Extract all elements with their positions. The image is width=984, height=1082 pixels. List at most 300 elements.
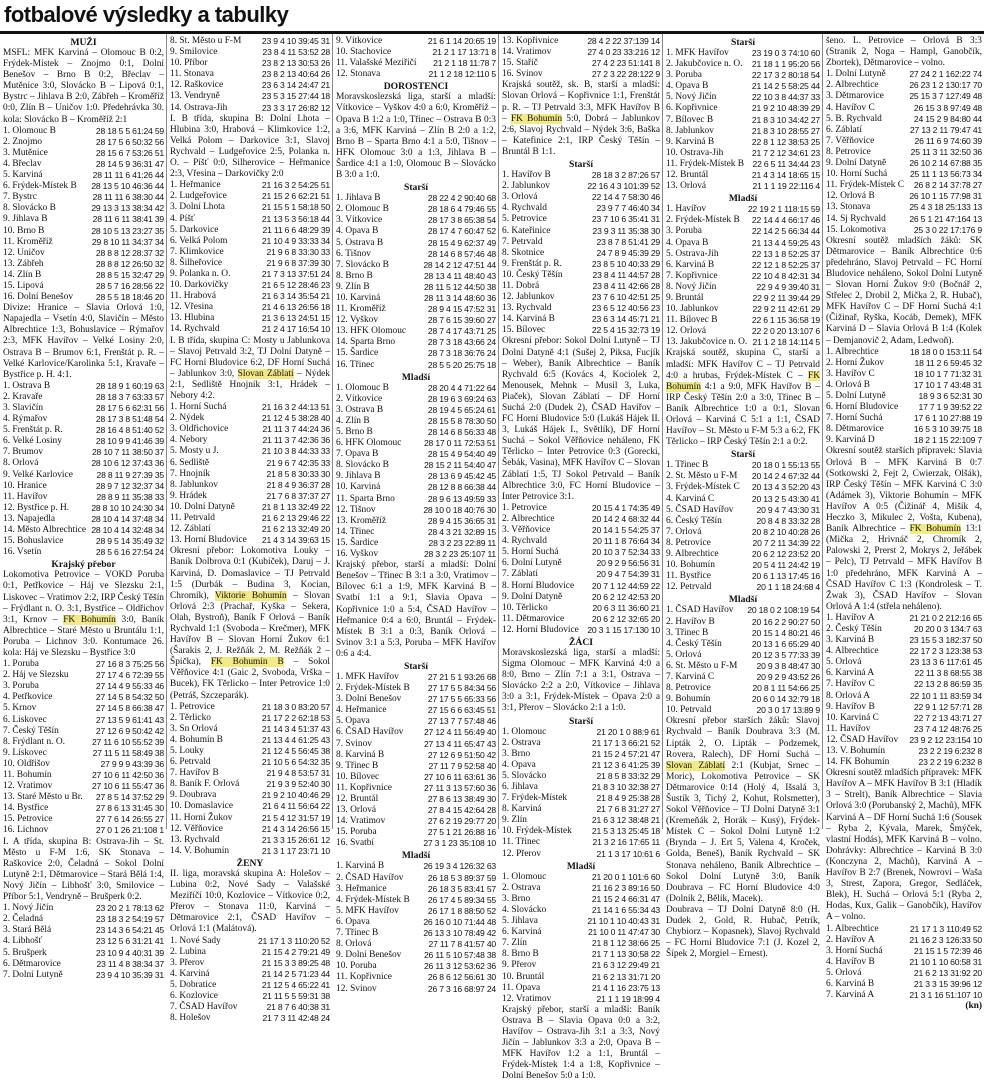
table-row xyxy=(3,436,164,447)
table-row xyxy=(502,592,660,603)
op-dorost-table xyxy=(502,503,660,636)
team-name: 15. Bohuslavice xyxy=(3,536,64,547)
team-name: 5. Mosty u J. xyxy=(170,446,219,457)
table-row xyxy=(666,471,820,482)
team-name: 13. Staré Město u Br. xyxy=(3,792,83,803)
team-name: 1. MFK Havířov xyxy=(666,48,729,58)
table-row xyxy=(336,972,496,983)
team-name: 12. Věřňovice xyxy=(170,823,223,834)
team-stats: 26 8 2 14 37:78 27 xyxy=(913,180,982,191)
team-stats: 22 11 3 8 68:55 38 xyxy=(914,668,982,679)
team-name: 7. Český Těšín xyxy=(3,725,59,736)
team-name: 11. Sparta Brno xyxy=(336,493,395,504)
team-stats: 25 11 3 11 32:50 36 xyxy=(910,146,982,157)
table-row xyxy=(170,247,330,258)
team-name: 1. Ostrava B xyxy=(3,380,51,391)
team-name: 1. MFK Havířov xyxy=(336,671,399,682)
team-stats: 26 11 5 10 57:48 38 xyxy=(423,950,496,961)
table-row xyxy=(666,337,820,348)
table-row xyxy=(336,928,496,939)
team-stats: 18 18 0 0 153:11 54 xyxy=(909,346,982,357)
team-stats: 28 10 7 11 38:50 37 xyxy=(91,447,164,458)
table-row xyxy=(3,392,164,403)
table-row xyxy=(826,757,982,768)
table-row xyxy=(336,683,496,694)
team-stats: 27 12 6 9 50:42 42 xyxy=(95,725,164,736)
team-stats: 16 5 3 10 39:75 18 xyxy=(913,424,982,435)
team-stats: 21 18 3 0 83:20 57 xyxy=(261,701,330,712)
team-name: 6. Sedliště xyxy=(170,457,210,468)
team-stats: 21 12 4 5 38:28 40 xyxy=(261,413,330,424)
table-row xyxy=(666,582,820,593)
table-row xyxy=(666,571,820,582)
table-row xyxy=(336,794,496,805)
column-2 xyxy=(166,34,332,1024)
team-stats: 22 19 2 1 118:15 59 xyxy=(747,204,820,215)
team-name: 16. Vyškov xyxy=(336,549,379,560)
team-stats: 21 8 3 10 32:38 27 xyxy=(591,782,660,792)
team-name: 14. Rychvald xyxy=(170,324,220,335)
table-row xyxy=(336,672,496,683)
table-row xyxy=(3,659,164,670)
team-stats: 21 13 4 4 61:25 43 xyxy=(261,734,330,745)
table-row xyxy=(336,226,496,237)
team-stats: 21 20 1 0 88:9 61 xyxy=(596,726,660,737)
team-name: 8. Šilheřovice xyxy=(170,257,223,268)
team-name: 7. Záblatí xyxy=(502,569,538,580)
team-stats: 21 8 4 9 25:38 28 xyxy=(596,793,660,804)
team-stats: 21 8 3 10 28:55 27 xyxy=(751,125,820,136)
team-stats: 21 10 5 6 54:32 35 xyxy=(261,757,330,768)
table-row xyxy=(336,405,496,416)
team-stats: 27 3 1 23 35:108 10 xyxy=(423,838,496,849)
team-stats: 23 9 4 10 39:45 31 xyxy=(261,36,330,46)
team-name: 6. Tišnov xyxy=(336,248,371,259)
team-name: 1. Olomouc xyxy=(502,726,547,737)
table-row xyxy=(826,724,982,735)
table-row xyxy=(502,270,660,281)
team-stats: 21 6 5 12 28:46 23 xyxy=(261,280,330,291)
subheading-starsi: Starší xyxy=(569,159,593,171)
team-stats: 21 6 3 14 35:54 21 xyxy=(261,291,330,302)
table-row xyxy=(3,181,164,192)
team-stats: 22 9 4 9 39:40 31 xyxy=(756,281,820,292)
team-stats: 27 17 5 5 84:34 56 xyxy=(427,683,496,694)
team-name: 5. Dobratice xyxy=(170,979,217,990)
op-starsi-zaci-table xyxy=(826,69,982,235)
team-stats: 21 10 4 9 33:33 34 xyxy=(261,235,330,246)
subheading-starsi: Starší xyxy=(569,715,593,727)
team-stats: 28 22 4 2 90:40 68 xyxy=(427,193,496,204)
team-name: 3. Stará Bělá xyxy=(3,925,52,936)
team-stats: 22 8 1 12 38:53 25 xyxy=(751,136,820,147)
table-row xyxy=(170,258,330,269)
team-stats: 21 3 1 17 23:71 10 xyxy=(261,845,330,856)
team-stats: 17 10 1 7 43:48 31 xyxy=(913,379,982,390)
team-stats: 27 15 6 6 63:45 51 xyxy=(427,705,496,716)
team-stats: 27 13 7 7 57:48 46 xyxy=(427,716,496,727)
team-name: 4. Nebory xyxy=(170,435,208,446)
table-row xyxy=(666,661,820,672)
team-name: 10. Dolní Datyně xyxy=(170,501,235,512)
table-row xyxy=(170,824,330,835)
team-stats: 26 15 3 8 97:49 48 xyxy=(913,102,982,113)
team-stats: 22 17 3 2 80:18 54 xyxy=(751,70,820,81)
team-stats: 27 11 6 10 55:52 39 xyxy=(91,736,164,747)
table-row xyxy=(3,814,164,825)
team-name: 11. Frýdek-Místek C xyxy=(826,180,905,191)
table-row xyxy=(336,304,496,315)
team-name: 2. Ostrava xyxy=(502,737,541,748)
team-stats: 23 9 2 12 23:154 10 xyxy=(909,734,982,745)
team-stats: 28 17 3 8 65:38 54 xyxy=(427,215,496,226)
table-row xyxy=(502,849,660,860)
table-row xyxy=(826,80,982,91)
highlight-zablati: Slovan Záblatí xyxy=(237,368,294,379)
team-stats: 26 16 0 10 71:44 48 xyxy=(423,916,496,927)
team-name: 6. Dětmarovice xyxy=(3,958,61,969)
team-name: 9. Přerov xyxy=(502,960,537,971)
team-stats: 22 17 2 3 123:38 53 xyxy=(909,646,982,657)
text-part: Lokomotiva Petrovice – VOKD Poruba 0:1, Petřkovice – Háj ve Slezsku 2:1, Liskovec – Vratimov 2:2, IRP Český Těšín – Frýdlant n. O. 3:1, Bystřice – Oldřichov 3:1, Krnov – xyxy=(3,570,164,625)
text-part: I. B třída, skupina C: Mosty u Jablunkova – Slavoj Petrvald 3:2, TJ Dolní Datyně – FC Horní Bludovice 6:2, DF Horní Suchá – Jablunkov 3:0, xyxy=(170,335,330,379)
team-name: 3. Poruba xyxy=(666,226,702,237)
team-name: 16. Třinec xyxy=(336,359,375,370)
team-stats: 21 4 3 14 39:63 15 xyxy=(261,535,330,546)
team-name: 10. Hranice xyxy=(3,480,47,491)
team-name: 4. Rýmařov xyxy=(3,414,48,425)
team-stats: 23 2 2 19 6:232 8 xyxy=(918,757,982,768)
table-row xyxy=(502,214,660,225)
os-starsi-pripravky-results xyxy=(826,446,982,612)
team-name: 4. Heřmanice xyxy=(336,705,387,716)
team-stats: 23 5 3 15 27:44 18 xyxy=(261,91,330,102)
table-row xyxy=(666,482,820,493)
table-row xyxy=(3,925,164,936)
team-stats: 21 4 3 14 18:65 15 xyxy=(751,170,820,181)
table-row xyxy=(170,524,330,535)
table-row xyxy=(336,47,496,58)
table-row xyxy=(502,916,660,927)
team-name: 5. ČSAD Havířov xyxy=(666,504,734,515)
team-name: 6. Velké Losiny xyxy=(3,436,62,447)
table-row xyxy=(336,438,496,449)
team-stats: 21 1 1 19 22:116 4 xyxy=(752,181,820,192)
subheading-mladsi: Mladší xyxy=(401,371,431,383)
team-stats: 23 18 3 2 54:19 57 xyxy=(95,914,164,925)
team-name: 2. Čeladná xyxy=(3,914,44,925)
table-row xyxy=(826,369,982,380)
team-name: 6. Frýdek-Místek B xyxy=(3,181,77,192)
team-name: 11. Frýdek-Místek B xyxy=(666,158,745,169)
team-stats: 21 8 1 13 32:49 22 xyxy=(261,501,330,512)
team-name: 4. Břeclav xyxy=(3,158,42,169)
table-row xyxy=(336,939,496,950)
team-stats: 26 23 1 2 130:17 70 xyxy=(909,80,982,91)
team-stats: 28 10 4 14 32:48 34 xyxy=(91,525,164,536)
table-row xyxy=(502,248,660,259)
team-name: 5. Karviná xyxy=(3,170,43,181)
table-row xyxy=(502,972,660,983)
team-stats: 21 6 2 13 31:92 20 xyxy=(913,967,982,978)
team-stats: 21 6 2 13 31:71 20 xyxy=(591,971,660,982)
team-stats: 21 12 3 6 41:25 39 xyxy=(591,759,660,770)
team-name: 5. Brno B xyxy=(336,427,373,437)
team-stats: 27 12 6 9 51:50 42 xyxy=(427,749,496,760)
table-row xyxy=(170,491,330,502)
team-name: 12. Jablunkov xyxy=(502,292,555,303)
team-stats: 28 10 6 12 37:43 36 xyxy=(91,458,164,469)
table-row xyxy=(502,938,660,949)
table-row xyxy=(170,236,330,247)
team-stats: 21 7 3 13 37:51 24 xyxy=(261,268,330,279)
team-name: 3. Přerov xyxy=(170,957,205,968)
team-name: 9. Zlín B xyxy=(336,281,370,292)
team-name: 1. Olomouc B xyxy=(336,382,389,393)
team-name: 11. Kopřivnice xyxy=(336,782,392,793)
table-row xyxy=(666,81,820,92)
table-row xyxy=(826,169,982,180)
team-stats: 18 9 3 6 52:31 30 xyxy=(918,391,982,401)
team-name: 2. Albrechtice xyxy=(502,513,555,524)
table-row xyxy=(170,225,330,236)
team-name: 9. Zlín xyxy=(502,815,527,826)
team-name: 13. Orlová xyxy=(336,805,377,816)
team-name: 4. Havířov C xyxy=(826,102,875,113)
table-row xyxy=(336,215,496,226)
column-3 xyxy=(332,34,498,994)
table-row xyxy=(826,347,982,358)
table-row xyxy=(336,527,496,538)
team-stats: 21 6 4 11 56:64 22 xyxy=(262,801,330,812)
team-name: 14. Sj Rychvald xyxy=(826,213,886,224)
team-name: 4. Albrechtice xyxy=(826,646,879,657)
team-stats: 20 20 0 3 134:7 63 xyxy=(913,623,982,634)
team-stats: 27 8 6 13 31:45 30 xyxy=(95,803,164,814)
team-stats: 21 14 2 5 58:25 44 xyxy=(751,81,820,92)
team-stats: 23 14 3 6 54:21 45 xyxy=(95,925,164,936)
team-stats: 23 13 3 6 117:61 45 xyxy=(909,657,982,668)
team-stats: 18 10 1 7 71:32 31 xyxy=(913,368,982,379)
table-row xyxy=(170,80,330,91)
table-row xyxy=(502,894,660,905)
team-name: 8. Orlová A xyxy=(826,690,871,701)
table-row xyxy=(3,148,164,159)
team-stats: 28 9 7 12 32:37 34 xyxy=(95,480,164,491)
team-name: 13. Orlová xyxy=(666,181,707,192)
team-stats: 20 6 2 12 32:65 20 xyxy=(591,613,660,624)
team-stats: 21 7 1 13 30:58 22 xyxy=(591,949,660,960)
table-row xyxy=(502,58,660,69)
team-stats: 28 18 9 1 60:19 63 xyxy=(95,380,164,391)
team-name: 1. Albrechtice xyxy=(826,346,879,357)
table-row xyxy=(502,804,660,815)
team-stats: 23 11 4 8 38:34 37 xyxy=(96,958,164,969)
table-row xyxy=(170,702,330,713)
ia-trida-results: I. A třída, skupina B: Ostrava-Jih – St. Město u F-M 1:6, SK Stonava – Raškovice 2:0, Čeladná – Sokol Dolní Lutyně 2:1, Dětmarovice – Stará Bělá 1:4, Nový Jičín – Libhošť 3:0, Smilovice – Příbor 5:1, Vendryně – Brušperk 0:2. xyxy=(3,836,164,903)
team-stats: 28 15 4 9 62:37 49 xyxy=(427,237,496,248)
table-row xyxy=(3,214,164,225)
table-row xyxy=(170,813,330,824)
team-stats: 23 8 7 8 51:41 29 xyxy=(596,236,660,247)
divize-results: Divize: Hranice – Slavia Orlová 1:0, Napajedla – Vsetín 4:0, Slavičín – Město Albrechtice 1:3, Bohuslavice – Rýmařov 2:3, MFK Havířov – Velké Losiny 2:0, Ostrava B – Brumov 6:1, Frenštát p. R. – Velké Karlovice/Karolinka 5:1, Kravaře – Bystřice p. H. 4:1. xyxy=(3,303,164,380)
text-part: 2:1 (Kubjat, Srnec – Moric), Lokomotiva Petrovice – SK Dětmarovice 0:14 (Holý 4, Išsalá 3, Šustík 3, Tichý 2, Kohut, Rolsmetter), Sokol Věřňovice – TJ Dolní Datyně 3:1 (Kremeňák 2, Horák – Kusý), Frýdek-Místek C – Sokol Dolní Lutyně 1:2 (Brynda – J. Ert 5, Valena 4, Kroček, Golda, Beneš), Baník Rychvald – SK Stonava neháleno, Baník Albrechtice – Sokol Dolní Lutyně 3:0, Baník Doubrava – FC Horní Bludovice 4:0 (Dolnik 2, Bělík, Macek). xyxy=(666,760,820,904)
op-dorost-results: Okresní přebor: Sokol Dolní Lutyně – TJ Dolní Datyně 4:1 (Sušej 2, Piksa, Fucjík – Weber), Baník Albrechtice – Baník Rychvald 6:5 (Kovács 4, Kociolek 2, Menousek, Mehnk – Musil 3, Luka, Piaček), Slovan Záblatí – DF Horní Suchá 2:0 (Dudek 2), ČSAD Havířov – FC Horní Bludovice 5:0 (Lukáš Hájek II. 3, Lukáš Hájek I., Světlík), DF Horní Suchá – Sokol Věřňovice neháleno, FK Těrlicko – Inter Petrovice 0:3 (Gorecki, Šebák, Vasina), MFK Havířov C – Slovan Záblatí 1:5, TJ Sokol Petrvald – Baník Albrechtice 3:0, FC Horní Bludovice – Inter Petrovice 3:1. xyxy=(502,336,660,502)
team-stats: 21 9 6 8 37:39 30 xyxy=(266,257,330,268)
text-part: Okresní soutěž starších přípravek: Slavia Orlová B – MFK Karviná B 0:7 (Sotkowski 2, Fejt 2, Cwierzak, Olšák), IRP Český Těšín – MFK Karviná C 3:0 (Adámek 3), Viktorie Bohumín – MFK Havířov A 0:5 (Čižinář 4, Mišík 4, Heczko 3, Mikulec 2, Vošta, Kubena), Baník Albrechtice – xyxy=(826,446,982,535)
table-row xyxy=(502,569,660,580)
text-part: – Nýdek 2:1, Sedliště Hnojník 3:1, Hrádek – Nebory 4:2. xyxy=(170,368,330,401)
team-name: 5. Ostrava-Jih xyxy=(666,248,719,259)
team-name: 9. Jihlava B xyxy=(3,214,48,225)
table-row xyxy=(336,249,496,260)
table-row xyxy=(336,906,496,917)
team-name: 14. Vratimov xyxy=(336,816,386,827)
team-name: 1. Karviná B xyxy=(336,861,385,872)
table-row xyxy=(3,270,164,281)
team-stats: 20 18 0 1 55:13 55 xyxy=(751,460,820,471)
table-row xyxy=(3,481,164,492)
team-name: 6. Kozlovice xyxy=(170,990,218,1001)
team-name: 9. Třinec B xyxy=(336,760,379,771)
table-row xyxy=(666,204,820,215)
team-stats: 27 5 1 21 26:88 16 xyxy=(427,827,496,838)
team-stats: 21 8 4 9 36:37 28 xyxy=(266,479,330,490)
team-name: 11. Horní Žukov xyxy=(170,812,233,823)
okresni-prebor-table xyxy=(170,702,330,857)
team-name: 15. Šardice xyxy=(336,537,379,548)
team-name: 12. Vratimov xyxy=(502,993,552,1004)
team-name: 11. Bílovec B xyxy=(666,315,718,326)
table-row xyxy=(502,170,660,181)
team-name: 3. Třinec B xyxy=(666,627,709,638)
team-stats: 28 4 2 22 37:139 14 xyxy=(587,36,660,46)
table-row xyxy=(666,238,820,249)
team-stats: 23 9 7 7 46:40 34 xyxy=(596,203,660,214)
team-name: 10. Ostrava-Jih xyxy=(666,147,724,158)
team-stats: 23 8 4 11 44:57 28 xyxy=(592,269,660,280)
team-stats: 23 8 4 11 53:52 28 xyxy=(262,47,330,58)
team-name: 9. Hrádek xyxy=(170,490,207,501)
team-name: 3. Mutěnice xyxy=(3,147,48,158)
team-stats: 27 4 0 23 33:216 12 xyxy=(587,47,660,58)
team-stats: 27 8 6 13 38:49 30 xyxy=(427,794,496,804)
table-row xyxy=(502,325,660,336)
table-row xyxy=(170,313,330,324)
team-stats: 21 12 5 4 65:22 41 xyxy=(261,979,330,990)
table-row xyxy=(502,994,660,1005)
team-name: 5. Horní Suchá xyxy=(502,547,559,558)
table-row xyxy=(336,326,496,337)
table-row xyxy=(826,125,982,136)
team-name: 5. Louky xyxy=(170,746,204,756)
team-name: 10. Oldřišov xyxy=(3,758,50,769)
team-stats: 20 18 0 2 108:19 54 xyxy=(747,605,820,616)
team-stats: 20 3 0 17 13:89 9 xyxy=(756,705,820,716)
table-row xyxy=(336,816,496,827)
table-row xyxy=(502,727,660,738)
table-row xyxy=(502,872,660,883)
team-name: 11. Opava xyxy=(502,982,541,993)
team-stats: 23 12 5 6 31:21 41 xyxy=(95,936,164,947)
team-stats: 20 9 3 8 48:47 30 xyxy=(756,660,820,671)
team-name: 6. Horní Bludovice xyxy=(826,402,899,413)
table-row xyxy=(826,191,982,202)
team-name: 3. Dolní Lhota xyxy=(170,202,225,213)
table-row xyxy=(170,413,330,424)
team-name: 16. Svinov xyxy=(502,69,543,80)
table-row xyxy=(502,237,660,248)
team-name: 7. Dolní Lutyně xyxy=(3,969,63,980)
team-name: 5. Orlová xyxy=(826,657,862,668)
table-row xyxy=(3,137,164,148)
team-name: 3. Horní Suchá xyxy=(826,945,883,956)
team-stats: 28 13 6 9 45:42 45 xyxy=(427,471,496,482)
team-name: 5. Orlová xyxy=(826,967,862,978)
table-row xyxy=(502,749,660,760)
team-name: 1. Petrovice xyxy=(502,502,547,513)
team-name: 7. Karviná C xyxy=(666,671,715,682)
team-stats: 21 9 2 10 48:39 29 xyxy=(751,103,820,114)
team-name: 7. Brumov xyxy=(3,447,44,458)
team-name: 10. Karviná xyxy=(336,292,381,303)
table-row xyxy=(336,961,496,972)
team-name: 4. Karviná C xyxy=(666,493,715,504)
section-heading-zeny: ŽENY xyxy=(236,857,264,869)
team-name: 6. Opava xyxy=(336,916,370,927)
team-name: 5. Brušperk xyxy=(3,947,47,958)
team-name: 4. Karviná xyxy=(170,968,210,979)
team-stats: 27 11 3 13 57:60 36 xyxy=(423,782,496,793)
team-name: 11. Stonava xyxy=(170,69,214,80)
team-stats: 28 13 4 11 48:40 43 xyxy=(423,270,496,281)
team-name: 5. Ostrava B xyxy=(336,237,384,248)
team-name: 6. Velká Polom xyxy=(170,235,228,246)
team-stats: 21 3 2 16 17:65 11 xyxy=(592,837,660,848)
team-name: 11. Hrabová xyxy=(170,291,216,302)
team-name: 12. Bystřice p. H. xyxy=(3,502,70,513)
table-row xyxy=(826,657,982,668)
table-row xyxy=(3,403,164,414)
kp-dorost-starsi-table xyxy=(336,672,496,850)
team-name: 3. Ostrava B xyxy=(336,404,384,415)
team-stats: 23 7 10 6 35:41 31 xyxy=(591,214,660,225)
team-name: 6. Dolní Lutyně xyxy=(502,558,562,569)
team-name: 3. Vítkovice xyxy=(336,215,383,226)
table-row xyxy=(3,237,164,248)
op-starsi-zaci-results xyxy=(666,716,820,905)
team-stats: 20 9 4 7 43:30 31 xyxy=(756,504,820,515)
team-name: 12. Svinov xyxy=(336,983,377,994)
table-row xyxy=(336,416,496,427)
text-part: – Sokol Věřňovice 4:1 (Gaic 2, Svoboda, Vrška – Bucek), FK Těrlicko – Inter Petrovice 1:0 (Petráš, Szczeparák). xyxy=(170,657,330,701)
ks-zaci-results xyxy=(666,348,820,448)
team-name: 5. Opava xyxy=(336,716,370,727)
team-name: 13. Kopřivnice xyxy=(502,36,559,46)
table-row xyxy=(666,170,820,181)
table-row xyxy=(502,181,660,192)
column-1 xyxy=(0,34,166,980)
team-name: 7. Opava B xyxy=(336,449,379,460)
team-stats: 20 5 4 11 24:42 19 xyxy=(752,560,820,571)
okresni-prebor-results xyxy=(170,546,330,701)
team-name: 9. Dolní Datyně xyxy=(826,158,887,169)
kp-dorost-mladsi-table xyxy=(336,861,496,994)
table-row xyxy=(3,192,164,203)
team-name: 10. Poruba xyxy=(336,961,377,972)
team-stats: 21 11 6 6 48:29 39 xyxy=(262,224,330,235)
team-stats: 21 3 3 15 39:96 12 xyxy=(913,978,982,989)
